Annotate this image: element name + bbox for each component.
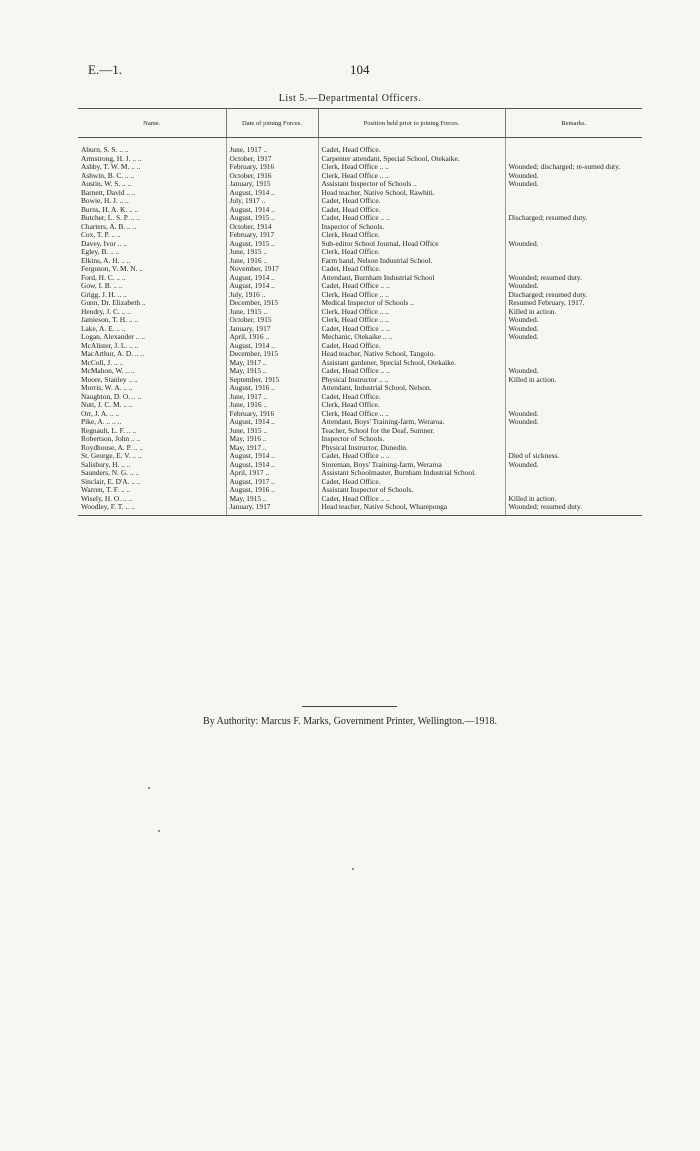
date-cell: June, 1917 .. bbox=[226, 393, 318, 402]
name-cell: Salisbury, H. .. .. bbox=[81, 460, 131, 469]
position-cell: Cadet, Head Office .. .. bbox=[318, 282, 505, 291]
table-row bbox=[78, 206, 642, 215]
name-cell: Cox, T. P. .. .. bbox=[81, 231, 121, 239]
position-cell: Clerk, Head Office .. .. bbox=[318, 291, 505, 300]
table-row bbox=[78, 367, 642, 376]
remarks-cell bbox=[505, 231, 642, 240]
date-cell: August, 1914 .. bbox=[226, 282, 318, 291]
position-cell: Sub-editor School Journal, Head Office bbox=[318, 240, 505, 249]
remarks-cell: Wounded. bbox=[505, 316, 642, 325]
position-cell: Clerk, Head Office .. .. bbox=[318, 163, 505, 172]
name-cell: Charters, A. B. .. .. bbox=[81, 222, 137, 231]
name-cell: McAlister, J. L. .. .. bbox=[81, 341, 139, 350]
position-cell: Medical Inspector of Schools .. bbox=[318, 299, 505, 308]
date-cell: July, 1917 .. bbox=[226, 197, 318, 206]
table-row bbox=[78, 461, 642, 470]
name-cell: Ashby, T. W. M. .. .. bbox=[81, 163, 141, 171]
footer-divider bbox=[302, 706, 397, 707]
remarks-cell bbox=[505, 248, 642, 257]
position-cell: Cadet, Head Office .. .. bbox=[318, 214, 505, 223]
table-row bbox=[78, 248, 642, 257]
position-cell: Cadet, Head Office. bbox=[318, 393, 505, 402]
table-row bbox=[78, 452, 642, 461]
date-cell: January, 1915 bbox=[226, 180, 318, 189]
table-row bbox=[78, 384, 642, 393]
name-cell: Armstrong, H. J. .. .. bbox=[81, 154, 142, 163]
date-cell: August, 1914 .. bbox=[226, 189, 318, 198]
remarks-cell: Wounded. bbox=[505, 461, 642, 470]
table-row bbox=[78, 444, 642, 453]
name-cell: Orr, J. A. .. .. bbox=[81, 409, 120, 418]
position-cell: Inspector of Schools. bbox=[318, 223, 505, 232]
remarks-cell bbox=[505, 223, 642, 232]
name-cell: Nutt, J. C. M. .. .. bbox=[81, 401, 133, 409]
officers-table bbox=[78, 108, 642, 516]
table-row bbox=[78, 393, 642, 402]
name-cell: Saunders, N. G. .. .. bbox=[81, 469, 140, 477]
table-row bbox=[78, 435, 642, 444]
date-cell: May, 1915 .. bbox=[226, 367, 318, 376]
date-cell: August, 1916 .. bbox=[226, 486, 318, 495]
date-cell: February, 1917 bbox=[226, 231, 318, 240]
remarks-cell bbox=[505, 478, 642, 487]
remarks-cell bbox=[505, 257, 642, 266]
position-cell: Clerk, Head Office. bbox=[318, 248, 505, 257]
remarks-cell bbox=[505, 138, 642, 155]
column-header-position: Position held prior to joining Forces. bbox=[318, 109, 505, 138]
remarks-cell: Wounded. bbox=[505, 418, 642, 427]
table-row bbox=[78, 427, 642, 436]
name-cell: Barnett, David .. .. bbox=[81, 188, 136, 197]
print-speck bbox=[158, 830, 160, 832]
remarks-cell: Wounded; resumed duty. bbox=[505, 503, 642, 515]
officers-table-wrapper bbox=[78, 108, 642, 516]
table-row bbox=[78, 180, 642, 189]
name-cell: Morris, W. A. .. .. bbox=[81, 384, 133, 392]
remarks-cell bbox=[505, 435, 642, 444]
date-cell: August, 1916 .. bbox=[226, 384, 318, 393]
date-cell: June, 1917 .. bbox=[226, 138, 318, 155]
name-cell: Roydhouse, A. P. .. .. bbox=[81, 443, 143, 452]
date-cell: October, 1916 bbox=[226, 172, 318, 181]
remarks-cell: Wounded; discharged; re-sumed duty. bbox=[505, 163, 642, 172]
name-cell: Davey, Ivor .. .. bbox=[81, 239, 127, 248]
name-cell: Burns, H. A. K. .. .. bbox=[81, 205, 139, 214]
column-header-date: Date of joining Forces. bbox=[226, 109, 318, 138]
remarks-cell bbox=[505, 189, 642, 198]
remarks-cell bbox=[505, 401, 642, 410]
position-cell: Head teacher, Native School, Whareponga bbox=[318, 503, 505, 515]
remarks-cell: Wounded. bbox=[505, 367, 642, 376]
date-cell: May, 1917 .. bbox=[226, 444, 318, 453]
name-cell: Hendry, J. C. .. .. bbox=[81, 307, 131, 316]
table-row bbox=[78, 316, 642, 325]
table-row bbox=[78, 240, 642, 249]
remarks-cell bbox=[505, 384, 642, 393]
position-cell: Attendant, Industrial School, Nelson. bbox=[318, 384, 505, 393]
date-cell: October, 1915 bbox=[226, 316, 318, 325]
position-cell: Cadet, Head Office. bbox=[318, 206, 505, 215]
list-title: List 5.—Departmental Officers. bbox=[278, 93, 422, 104]
remarks-cell bbox=[505, 206, 642, 215]
table-row bbox=[78, 223, 642, 232]
remarks-cell: Discharged; resumed duty. bbox=[505, 214, 642, 223]
position-cell: Storeman, Boys' Training-farm, Weraroa bbox=[318, 461, 505, 470]
date-cell: February, 1916 bbox=[226, 410, 318, 419]
table-row bbox=[78, 274, 642, 283]
table-row bbox=[78, 189, 642, 198]
date-cell: April, 1916 .. bbox=[226, 333, 318, 342]
remarks-cell: Wounded. bbox=[505, 240, 642, 249]
name-cell: Wisely, H. O. .. .. bbox=[81, 494, 133, 503]
date-cell: June, 1916 .. bbox=[226, 257, 318, 266]
date-cell: December, 1915 bbox=[226, 299, 318, 308]
print-speck bbox=[352, 868, 354, 870]
position-cell: Attendant, Boys' Training-farm, Weraroa. bbox=[318, 418, 505, 427]
date-cell: June, 1915 .. bbox=[226, 248, 318, 257]
table-row bbox=[78, 350, 642, 359]
position-cell: Assistant Inspector of Schools .. bbox=[318, 180, 505, 189]
table-row bbox=[78, 197, 642, 206]
remarks-cell bbox=[505, 342, 642, 351]
table-row bbox=[78, 478, 642, 487]
date-cell: August, 1917 .. bbox=[226, 478, 318, 487]
date-cell: August, 1915 .. bbox=[226, 240, 318, 249]
remarks-cell bbox=[505, 486, 642, 495]
remarks-cell bbox=[505, 469, 642, 478]
date-cell: August, 1914 .. bbox=[226, 274, 318, 283]
position-cell: Head teacher, Native School, Tangoio. bbox=[318, 350, 505, 359]
remarks-cell: Killed in action. bbox=[505, 376, 642, 385]
name-cell: Robertson, John .. .. bbox=[81, 435, 141, 443]
position-cell: Physical Instructor .. .. bbox=[318, 376, 505, 385]
table-row bbox=[78, 333, 642, 342]
date-cell: May, 1916 .. bbox=[226, 435, 318, 444]
remarks-cell: Killed in action. bbox=[505, 308, 642, 317]
remarks-cell bbox=[505, 350, 642, 359]
name-cell: Elkins, A. H. .. .. bbox=[81, 256, 131, 265]
name-cell: Regnault, L. F. .. .. bbox=[81, 426, 137, 435]
date-cell: August, 1914 .. bbox=[226, 452, 318, 461]
table-row bbox=[78, 163, 642, 172]
date-cell: October, 1917 bbox=[226, 155, 318, 164]
position-cell: Farm hand, Nelson Industrial School. bbox=[318, 257, 505, 266]
name-cell: Bowie, H. J. .. .. bbox=[81, 197, 129, 205]
name-cell: Woodley, F. T. .. .. bbox=[78, 503, 226, 515]
remarks-cell: Killed in action. bbox=[505, 495, 642, 504]
position-cell: Teacher, School for the Deaf, Sumner. bbox=[318, 427, 505, 436]
print-speck bbox=[148, 787, 150, 789]
name-cell: Pike, A. .. .. .. bbox=[81, 418, 122, 426]
date-cell: December, 1915 bbox=[226, 350, 318, 359]
name-cell: Ford, H. C. .. .. bbox=[81, 273, 126, 282]
table-row bbox=[78, 325, 642, 334]
position-cell: Clerk, Head Office .. .. bbox=[318, 172, 505, 181]
position-cell: Physical Instructor, Dunedin. bbox=[318, 444, 505, 453]
table-row bbox=[78, 299, 642, 308]
name-cell: Austin, W. S. .. .. bbox=[81, 180, 132, 188]
date-cell: June, 1915 .. bbox=[226, 308, 318, 317]
page-number: 104 bbox=[350, 62, 370, 77]
name-cell: Logan, Alexander .. .. bbox=[81, 333, 146, 341]
position-cell: Cadet, Head Office .. .. bbox=[318, 452, 505, 461]
name-cell: Aburn, S. S. .. .. bbox=[81, 145, 129, 154]
date-cell: July, 1916 .. bbox=[226, 291, 318, 300]
remarks-cell bbox=[505, 155, 642, 164]
position-cell: Cadet, Head Office. bbox=[318, 138, 505, 155]
name-cell: Gow, I. B. .. .. bbox=[81, 282, 123, 290]
remarks-cell: Wounded. bbox=[505, 410, 642, 419]
date-cell: August, 1914 .. bbox=[226, 461, 318, 470]
table-header bbox=[78, 109, 642, 138]
name-cell: Moore, Stanley .. .. bbox=[81, 375, 138, 384]
position-cell: Cadet, Head Office .. .. bbox=[318, 325, 505, 334]
date-cell: August, 1914 .. bbox=[226, 342, 318, 351]
position-cell: Cadet, Head Office. bbox=[318, 265, 505, 274]
table-row bbox=[78, 257, 642, 266]
name-cell: St. George, E. V. .. .. bbox=[81, 452, 142, 460]
position-cell: Clerk, Head Office. bbox=[318, 401, 505, 410]
name-cell: Lake, A. E. .. .. bbox=[81, 324, 126, 333]
date-cell: August, 1914 .. bbox=[226, 206, 318, 215]
column-header-remarks: Remarks. bbox=[505, 109, 642, 138]
printer-imprint: By Authority: Marcus F. Marks, Government Printer, Wellington.—1918. bbox=[203, 716, 497, 727]
remarks-cell: Wounded. bbox=[505, 172, 642, 181]
position-cell: Cadet, Head Office .. .. bbox=[318, 495, 505, 504]
date-cell: June, 1916 .. bbox=[226, 401, 318, 410]
position-cell: Cadet, Head Office. bbox=[318, 197, 505, 206]
date-cell: April, 1917 .. bbox=[226, 469, 318, 478]
name-cell: McMahon, W. .. .. bbox=[81, 367, 135, 375]
column-header-name: Name. bbox=[78, 109, 226, 138]
date-cell: October, 1914 bbox=[226, 223, 318, 232]
name-cell: Warren, T. F. .. .. bbox=[81, 486, 131, 494]
table-row bbox=[78, 282, 642, 291]
remarks-cell: Resumed February, 1917. bbox=[505, 299, 642, 308]
date-cell: January, 1917 bbox=[226, 503, 318, 515]
date-cell: September, 1915 bbox=[226, 376, 318, 385]
table-row bbox=[78, 410, 642, 419]
position-cell: Carpenter attendant, Special School, Otekaike. bbox=[318, 155, 505, 164]
table-body bbox=[78, 138, 642, 516]
position-cell: Cadet, Head Office .. .. bbox=[318, 367, 505, 376]
table-row bbox=[78, 418, 642, 427]
table-row bbox=[78, 503, 642, 515]
table-row bbox=[78, 214, 642, 223]
name-cell: Butcher, L. S. P. .. .. bbox=[81, 214, 141, 222]
table-row bbox=[78, 359, 642, 368]
position-cell: Cadet, Head Office. bbox=[318, 478, 505, 487]
date-cell: February, 1916 bbox=[226, 163, 318, 172]
remarks-cell: Died of sickness. bbox=[505, 452, 642, 461]
remarks-cell bbox=[505, 427, 642, 436]
name-cell: Ashwin, B. C. .. .. bbox=[81, 171, 135, 180]
table-row bbox=[78, 401, 642, 410]
remarks-cell: Wounded. bbox=[505, 180, 642, 189]
position-cell: Inspector of Schools. bbox=[318, 435, 505, 444]
date-cell: May, 1915 .. bbox=[226, 495, 318, 504]
position-cell: Clerk, Head Office .. .. bbox=[318, 308, 505, 317]
remarks-cell: Wounded; resumed duty. bbox=[505, 274, 642, 283]
position-cell: Clerk, Head Office .. .. bbox=[318, 410, 505, 419]
remarks-cell bbox=[505, 393, 642, 402]
table-row bbox=[78, 291, 642, 300]
position-cell: Clerk, Head Office .. .. bbox=[318, 316, 505, 325]
position-cell: Head teacher, Native School, Rawhiti. bbox=[318, 189, 505, 198]
date-cell: November, 1917 bbox=[226, 265, 318, 274]
remarks-cell: Wounded. bbox=[505, 325, 642, 334]
position-cell: Assistant Inspector of Schools. bbox=[318, 486, 505, 495]
name-cell: Naughton, D. O. .. .. bbox=[81, 392, 142, 401]
date-cell: August, 1915 .. bbox=[226, 214, 318, 223]
date-cell: January, 1917 bbox=[226, 325, 318, 334]
page-header bbox=[88, 62, 628, 80]
table-row bbox=[78, 138, 642, 155]
position-cell: Mechanic, Otekaike .. .. bbox=[318, 333, 505, 342]
name-cell: Ferguson, V. M. N. .. bbox=[81, 265, 144, 273]
date-cell: June, 1915 .. bbox=[226, 427, 318, 436]
position-cell: Attendant, Burnham Industrial School bbox=[318, 274, 505, 283]
name-cell: MacArthur, A. D. .. .. bbox=[81, 350, 145, 358]
table-row bbox=[78, 172, 642, 181]
table-row bbox=[78, 265, 642, 274]
table-row bbox=[78, 231, 642, 240]
remarks-cell bbox=[505, 444, 642, 453]
name-cell: McColl, J. .. .. bbox=[81, 358, 124, 367]
position-cell: Clerk, Head Office. bbox=[318, 231, 505, 240]
name-cell: Egley, B. .. .. bbox=[81, 248, 120, 256]
remarks-cell: Discharged; resumed duty. bbox=[505, 291, 642, 300]
name-cell: Gunn, Dr. Elizabeth .. bbox=[81, 299, 146, 307]
remarks-cell bbox=[505, 265, 642, 274]
table-row bbox=[78, 376, 642, 385]
position-cell: Assistant Schoolmaster, Burnham Industrial School. bbox=[318, 469, 505, 478]
table-row bbox=[78, 486, 642, 495]
remarks-cell bbox=[505, 197, 642, 206]
remarks-cell: Wounded. bbox=[505, 282, 642, 291]
document-reference: E.—1. bbox=[88, 62, 122, 77]
table-row bbox=[78, 155, 642, 164]
remarks-cell bbox=[505, 359, 642, 368]
name-cell: Jamieson, T. H. .. .. bbox=[81, 316, 138, 324]
position-cell: Cadet, Head Office. bbox=[318, 342, 505, 351]
date-cell: May, 1917 .. bbox=[226, 359, 318, 368]
position-cell: Assistant gardener, Special School, Otekaike. bbox=[318, 359, 505, 368]
remarks-cell: Wounded. bbox=[505, 333, 642, 342]
name-cell: Grigg, J. H. .. .. bbox=[81, 290, 127, 299]
table-row bbox=[78, 495, 642, 504]
table-row bbox=[78, 308, 642, 317]
table-row bbox=[78, 469, 642, 478]
table-row bbox=[78, 342, 642, 351]
date-cell: August, 1914 .. bbox=[226, 418, 318, 427]
name-cell: Sinclair, E. D'A. .. .. bbox=[81, 477, 141, 486]
